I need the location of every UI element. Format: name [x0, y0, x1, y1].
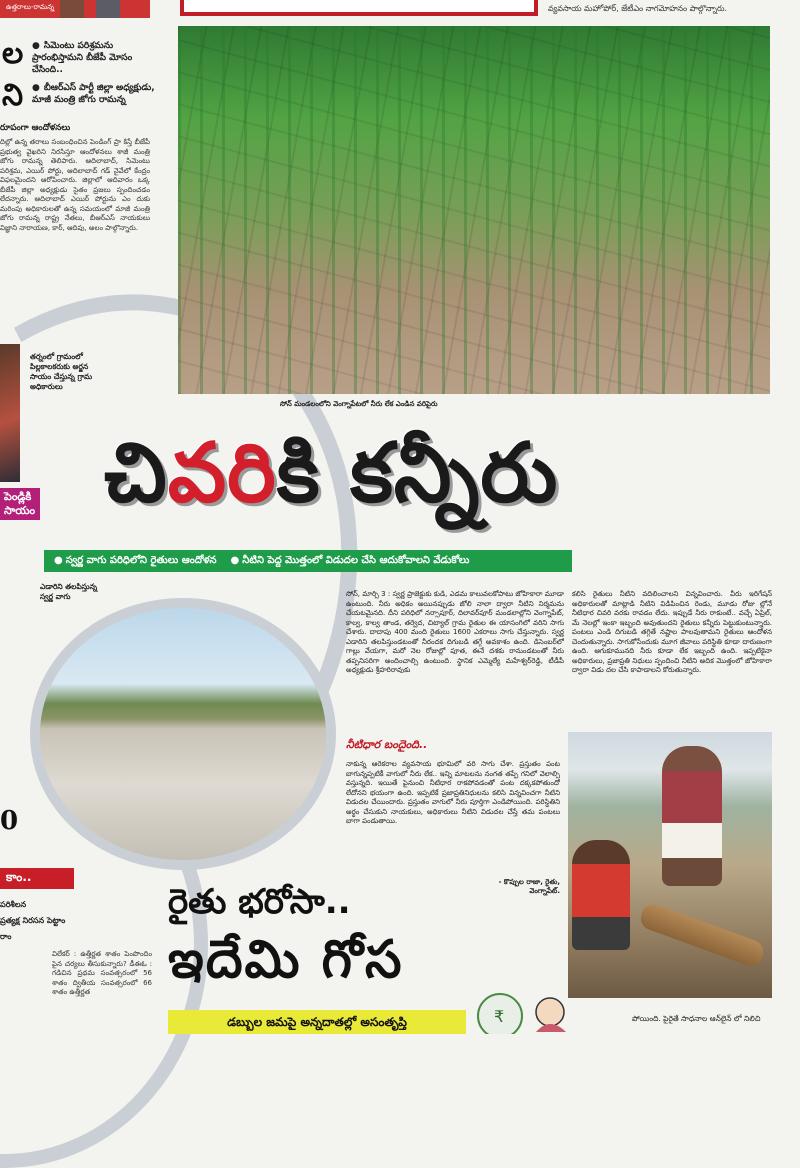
- left-sub-head: రూపంగా ఆందోళనలు: [0, 123, 71, 133]
- left-body-text: దిల్లో ఉన్న తరాలు సంబంధించిన పెండింగ్ ప్రా కిస్తే బీజేపీ ప్రభుత్వ వైఖరిని నిరసిస్తూ ఆందోళనలు శాజీ మంత్రి జోగు రామన్న తెలిపారు. ఆదిలాబాద్, సిమెంటు పరిశ్రమ, ఎయిర్ పోర్టు, ఆదిలాబాద్ గడ్ నైవేలో కేంద్రం విఫలమైందని ఆరోపించారు. జిల్లాలో ఆదివారం ఒక్క బీజేపీ జిల్లా అధ్యక్షుడు సైతం ప్రజలు స్పందించడం లేదన్నారు. ఆదిలాబాద్ ఎయిర్ పోర్టును ఎం దుకు మరింపు అధికారులతో ఉన్న సమయంలో మాజీ మంత్రి జోగు రామన్న రాష్ట్ర నేతలు, బీఆర్ఎస్ నాయకులు విజ్ఞాని నారాయణ, కార్, ఆదిపు, అలం పాల్గొన్నారు.: [0, 138, 150, 232]
- top-strip: [0, 0, 150, 18]
- green-bar-item: ● నీటిని పెద్ద మొత్తంలో విడుదల చేసి ఆదుకోవాలని వేడుకోలు: [231, 555, 470, 566]
- bottom-caption: పోయింది. పైరైతే సాధనాల ఆన్‌లైన్ లో నిలిచి: [632, 1014, 761, 1023]
- main-headline: [104, 414, 794, 548]
- lower-sub-head-2: ప్రత్యక్ష నిరసన పెట్టాం: [0, 916, 66, 925]
- top-right-text: వ్యవసాయ మహోపోర్, జేటీఎం నాగమోహనం పాల్గొన్నారు.: [548, 4, 728, 13]
- magenta-label: పెండ్లికి సాయం: [0, 488, 40, 520]
- strip-thumbnail: [96, 0, 120, 18]
- top-strip-label: ఉత్తరాలు-రామన్న: [6, 3, 55, 11]
- left-big-glyph-2: ని: [2, 78, 24, 113]
- left-bullets: [32, 40, 158, 106]
- quote-signature-line: వెంగ్నాపేట్.: [529, 887, 560, 895]
- pump-pipe: [637, 901, 766, 969]
- strip-thumbnail: [60, 0, 84, 18]
- red-label: కాం..: [0, 868, 74, 889]
- green-subhead-bar: [44, 550, 572, 572]
- bottom-headline-line1: రైతు భరోసా..: [168, 882, 351, 922]
- headline-part-1: చి: [104, 426, 168, 521]
- headline-part-2: కి కన్నీరు: [276, 426, 559, 521]
- lower-body-text: విలేకర్ : ఉత్తీర్ణత శాతం పెంపొందిం పైన చర్యలు తీసుకున్నారు? డీఈఓ : గడిచిన ప్రథమ సంవత్సరంలో 56 శాతం ద్వితీయ సంవత్సరంలో 66 శాతం ఉత్తీర్ణత: [52, 950, 152, 996]
- left-big-glyph-3: 0: [0, 806, 19, 836]
- green-bar-item: ● స్వర్ణ వాగు పరిధిలోని రైతులు ఆందోళన: [54, 555, 217, 566]
- lower-sub-head-3: రాం: [0, 932, 12, 941]
- money-bag-cartoon-icon: [470, 976, 580, 1034]
- farmers-pump-photo: [568, 732, 772, 998]
- farmer-kneeling: [572, 840, 630, 950]
- article-column-1: సోన్, మార్చి 3 : స్వర్ణ ప్రాజెక్టుకు కుడి, ఎడమ కాలువలకోపాటు జోహికారా మూడా ఉంటుంది. నీరు అధికం అయినప్పుడు జోలి నాలా ద్వారా నీటిని నిర్మమను చేయటమైనది. దీని పరిధిలో నర్సాపూర్, దిలావర్‌పూర్ మండలాల్లోని వెంగ్నాపేట్, కాల్వ, కాల్వ తాండ, తర్వెద, చిట్యాల్ గ్రామ రైతుల ఈ యాసంగిలో వరిని సాగు చేశారు. దాదాపు 400 మంది రైతులు 1600 ఎకరాలు సాగు చేస్తున్నారు. స్వర్ణ ఎడారిని తలపిస్తుండటంతో నీరందక దిగుబడి తగ్గే అవకాశం ఉంది. డిసెంబర్‌లో గాల్లు వేయగా, మరో నెల రోజుల్లో పూత, ఈనే దశకు రానుండటంతో నీరు తప్పనిసరిగా అందించాల్సి ఉంటుంది. స్థానిక ఎమ్మెల్యే మహేశ్వర్‌రెడ్డి, టీడీపీ అధ్యక్షుడు శ్రీహరిరావుకు: [346, 590, 564, 674]
- yellow-subhead-bar: డబ్బుల జమపై అన్నదాతల్లో అసంతృప్తి: [168, 1010, 466, 1034]
- headline-red-part: వరి: [167, 426, 277, 521]
- article-column-2: కలిసి రైతులు నీటిని వదిలించాలని విన్నవించారు. వీరు ఇరిగేషన్ అధికారులతో మాట్లాడి నీటిని విడిపించిన రెండు, మూడు రోజు ల్లోనే నీటిధార చివరి వరకు రావడం లేదు. ఇప్పుడే నీరు రాకుంటే.. వచ్చే ఏప్రిల్, మే నెలల్లో ఇంకా ఇబ్బంది అవుతుందని రైతులు కన్నీరు పెట్టుకుంటున్నారు. పంటలు ఎండి దిగుబడి తగ్గితే నష్టాల పాలవుతామని రైతులు ఆందోళన చెందుతున్నారు. సాగుకోసేందుకు మూగ జీవాలు పరిస్థితి కూడా దారుణంగా ఉంది. ఆగుకూమునది నీరు కూడా లేక ఇబ్బంది ఉంది. ఇప్పటికైనా అధికారులు, ప్రజాప్రతి నిధులు స్పందించి నీటిని అదిక మొత్తంలో జోహికారా ద్వారా విడు దల చేసి కాపాడాలని కోరుతున్నారు.: [572, 590, 772, 674]
- bottom-headline-line2: ఇదేమి గోస: [168, 930, 404, 990]
- farmer-quote: నాకున్న ఆరెకరాల వ్యవసాయ భూమిలో వరి సాగు చేశా. ప్రస్తుతం పంట బాగున్నప్పటికీ వాగులో నీరు లేక.. ఇన్ని మాటలను నంగత తప్పే గనిలో వెలాల్సి వస్తున్నది. ఇయితే పైనుంచి నీటిధార రాకపోవడంతో పంట దక్కకపోతుందో లేదోనని భయంగా ఉంది. ఇప్పటికే ప్రజాప్రతినిధులను కలిసి విన్నవించగా నీటిని విడుదల చేయిందారు. ప్రస్తుతం వాగులో నీరు పూర్తిగా ఎండిపోయింది. పరిస్థితిని అర్థం చేసుకుని నాయకులు, అధికారులు నీటిని విడుదల చేస్తే తమ పంటలు బాగా పండుతాయి.: [346, 760, 560, 825]
- svg-text:₹: ₹: [494, 1007, 505, 1026]
- dry-river-circle-photo: [30, 598, 336, 870]
- left-big-glyph: ల: [2, 36, 24, 71]
- quote-signature: [490, 878, 560, 896]
- left-inset-photo: [0, 344, 20, 482]
- farmer-standing: [662, 746, 722, 886]
- paddy-seedlings: [178, 26, 770, 394]
- bullet-item: ● సిమెంటు పరిశ్రమను ప్రారంభిస్తామని బీజేపీ మోసం చేసింది..: [32, 40, 158, 76]
- field-photo-caption: సోన్ మండలంలోని వెంగ్నాపేటలో నీరు లేక ఎండిన వరిపైరు: [280, 400, 438, 408]
- bullet-item: ● బీఆర్ఎస్ పార్టీ జిల్లా అధ్యక్షుడు, మాజీ మంత్రి జోగు రామన్న: [32, 82, 158, 106]
- left-inset-caption: తర్నంలో గ్రామంలో పిల్లకాలకరుకు అర్జన సాయం చేస్తున్న గ్రామ అధికారులు: [30, 352, 93, 391]
- dry-paddy-field-photo: [178, 26, 770, 394]
- section-head: నీటిధార బందైంది..: [346, 738, 428, 751]
- quote-signature-line: - కొప్పుల రాజా, రైతు,: [498, 878, 560, 886]
- top-frame: [180, 0, 538, 16]
- circle-photo-label: ఎడారిని తలపిస్తున్న స్వర్ణ వాగు: [40, 582, 98, 601]
- lower-sub-head: పరిశీలన: [0, 900, 27, 909]
